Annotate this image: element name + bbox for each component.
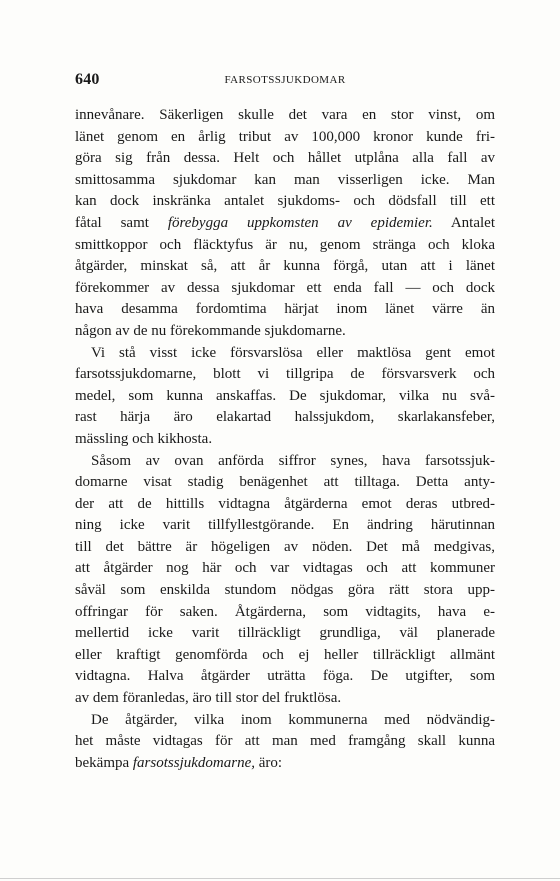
text-line [75, 710, 495, 732]
text-line [75, 451, 495, 473]
text-line [75, 472, 495, 494]
text-segment: offringar för saken. Åtgärderna, som vidtagits, hava e- [75, 603, 495, 620]
text-segment: domarne visat stadig benägenhet att tilltaga. Detta anty- [75, 474, 495, 491]
text-segment: mässling och kikhosta. [75, 430, 213, 447]
text-segment: vidtagna. Halva åtgärder uträtta föga. De utgifter, som [75, 668, 495, 685]
text-segment: smittosamma sjukdomar kan man visserligen icke. Man [75, 171, 495, 188]
body-text [75, 105, 495, 774]
text-segment: förekommer av dessa sjukdomar ett enda fall — och dock [75, 279, 495, 296]
text-line [75, 666, 495, 688]
text-segment: äro: [254, 754, 283, 771]
text-segment: kan dock inskränka antalet sjukdoms- och dödsfall till ett [75, 193, 495, 210]
text-line [75, 148, 495, 170]
text-segment: bekämpa [75, 754, 133, 771]
text-line [75, 645, 495, 667]
running-head: FARSOTSSJUKDOMAR [224, 74, 346, 86]
text-segment: medel, som kunna anskaffas. De sjukdomar, vilka nu svå- [75, 387, 495, 404]
text-line [75, 688, 495, 710]
text-segment: länet genom en årlig tribut av 100,000 kronor kunde fri- [75, 128, 495, 145]
text-line [75, 623, 495, 645]
italic-text: farsotssjukdomarne, [132, 754, 255, 771]
text-line [75, 343, 495, 365]
text-line [75, 321, 495, 343]
text-line [75, 515, 495, 537]
text-line [75, 494, 495, 516]
text-segment: der att de hittills vidtagna åtgärderna emot deras utbred- [75, 495, 495, 512]
text-line [75, 386, 495, 408]
text-segment: såväl som enskilda stundom nödgas göra rätt stora upp- [75, 582, 495, 599]
text-line [75, 299, 495, 321]
text-segment: innevånare. Säkerligen skulle det vara en stor vinst, om [75, 107, 495, 123]
text-segment: fåtal samt [75, 214, 168, 231]
text-segment: het måste vidtagas för att man med framgång skall kunna [75, 733, 495, 750]
text-line [75, 753, 495, 775]
text-segment: till det bättre är högeligen av nöden. Det må medgivas, [75, 538, 495, 555]
text-line [75, 602, 495, 624]
bottom-rule [0, 878, 560, 879]
text-line [75, 364, 495, 386]
text-segment: Såsom av ovan anförda siffror synes, hava farsotssjuk- [91, 452, 495, 469]
text-line [75, 235, 495, 257]
text-line [75, 191, 495, 213]
text-segment: smittkoppor och fläcktyfus är nu, genom stränga och kloka [75, 236, 495, 253]
text-line [75, 429, 495, 451]
page-header [75, 71, 495, 91]
text-segment: mellertid icke varit tillräckligt grundliga, väl planerade [75, 625, 495, 642]
text-segment: De åtgärder, vilka inom kommunerna med nödvändig- [91, 711, 495, 728]
text-line [75, 731, 495, 753]
text-segment: göra sig från dessa. Helt och hållet utplåna alla fall av [75, 150, 495, 167]
text-segment: rast härja äro elakartad halssjukdom, skarlakansfeber, [75, 409, 495, 426]
text-line [75, 105, 495, 127]
text-line [75, 278, 495, 300]
text-line [75, 558, 495, 580]
italic-text: förebygga uppkomsten av epidemier. [167, 214, 433, 231]
text-line [75, 256, 495, 278]
text-segment: Vi stå visst icke försvarslösa eller maktlösa gent emot [91, 344, 495, 361]
page-number: 640 [75, 71, 100, 88]
text-segment: någon av de nu förekommande sjukdomarne. [75, 322, 346, 339]
text-segment: eller kraftigt genomförda och ej heller tillräckligt allmänt [75, 646, 495, 663]
text-segment: farsotssjukdomarne, blott vi tillgripa de försvarsverk och [75, 366, 495, 383]
text-line [75, 580, 495, 602]
text-segment: Antalet [432, 214, 495, 231]
text-segment: hava desamma fordomtima härjat inom länet värre än [75, 301, 495, 318]
text-line [75, 127, 495, 149]
text-line [75, 537, 495, 559]
text-line [75, 170, 495, 192]
text-line [75, 213, 495, 235]
text-line [75, 407, 495, 429]
text-segment: ning icke varit tillfyllestgörande. En ändring härutinnan [75, 517, 495, 534]
text-segment: av dem föranledas, äro till stor del fruktlösa. [75, 690, 342, 707]
text-segment: att åtgärder nog här och var vidtagas och att kommuner [75, 560, 495, 577]
text-segment: åtgärder, minskat så, att år kunna förgå, utan att i länet [75, 258, 495, 275]
